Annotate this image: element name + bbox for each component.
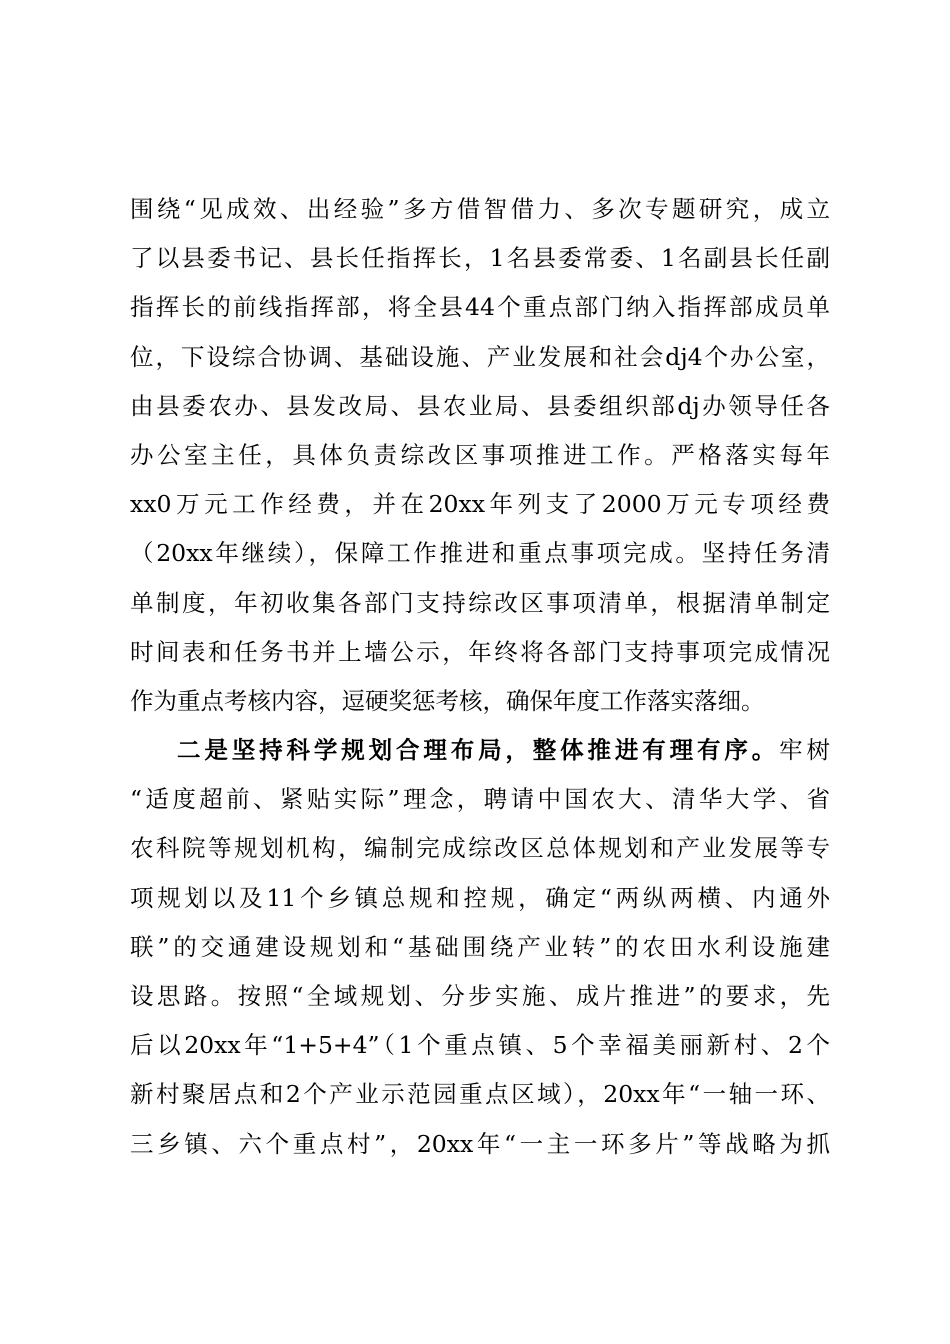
paragraph1-line: 时间表和任务书并上墙公示，年终将各部门支持事项完成情况 (130, 637, 830, 666)
paragraph2-line: 农科院等规划机构，编制完成综改区总体规划和产业发展等专 (130, 834, 830, 863)
paragraph2-line: 新村聚居点和2个产业示范园重点区域），20xx年“一轴一环、 (130, 1080, 830, 1109)
paragraph2-first-line (130, 726, 830, 775)
paragraph1-line: 由县委农办、县发改局、县农业局、县委组织部dj办领导任各 (130, 391, 830, 420)
paragraph2-line: 三乡镇、六个重点村”，20xx年“一主一环多片”等战略为抓 (130, 1129, 830, 1158)
paragraph1-line: 办公室主任，具体负责综改区事项推进工作。严格落实每年 (130, 440, 830, 469)
paragraph2-line: 联”的交通建设规划和“基础围绕产业转”的农田水利设施建 (130, 932, 830, 961)
paragraph1-line: 作为重点考核内容，逗硬奖惩考核，确保年度工作落实落细。 (130, 686, 765, 715)
paragraph2-heading: 二是坚持科学规划合理布局，整体推进有理有序。 (177, 736, 780, 765)
paragraph1-line: 单制度，年初收集各部门支持综改区事项清单，根据清单制定 (130, 588, 830, 617)
paragraph1-line: 了以县委书记、县长任指挥长，1名县委常委、1名副县长任副 (130, 244, 830, 273)
paragraph1-line: 位，下设综合协调、基础设施、产业发展和社会dj4个办公室， (130, 342, 830, 371)
paragraph2-line: 项规划以及11个乡镇总规和控规，确定“两纵两横、内通外 (130, 883, 830, 912)
paragraph2-line: 后以20xx年“1+5+4”（1个重点镇、5个幸福美丽新村、2个 (130, 1031, 830, 1060)
paragraph1-line: xx0万元工作经费，并在20xx年列支了2000万元专项经费 (130, 490, 830, 519)
paragraph2-line: “适度超前、紧贴实际”理念，聘请中国农大、清华大学、省 (130, 785, 830, 814)
paragraph1-line: 指挥长的前线指挥部，将全县44个重点部门纳入指挥部成员单 (130, 293, 830, 322)
paragraph2-line: 设思路。按照“全域规划、分步实施、成片推进”的要求，先 (130, 982, 830, 1010)
paragraph1-line: （20xx年继续），保障工作推进和重点事项完成。坚持任务清 (130, 539, 830, 568)
paragraph2-first-line-rest: 牢树 (779, 736, 830, 765)
paragraph1-line: 围绕“见成效、出经验”多方借智借力、多次专题研究，成立 (130, 195, 830, 223)
document-body (130, 185, 830, 1169)
